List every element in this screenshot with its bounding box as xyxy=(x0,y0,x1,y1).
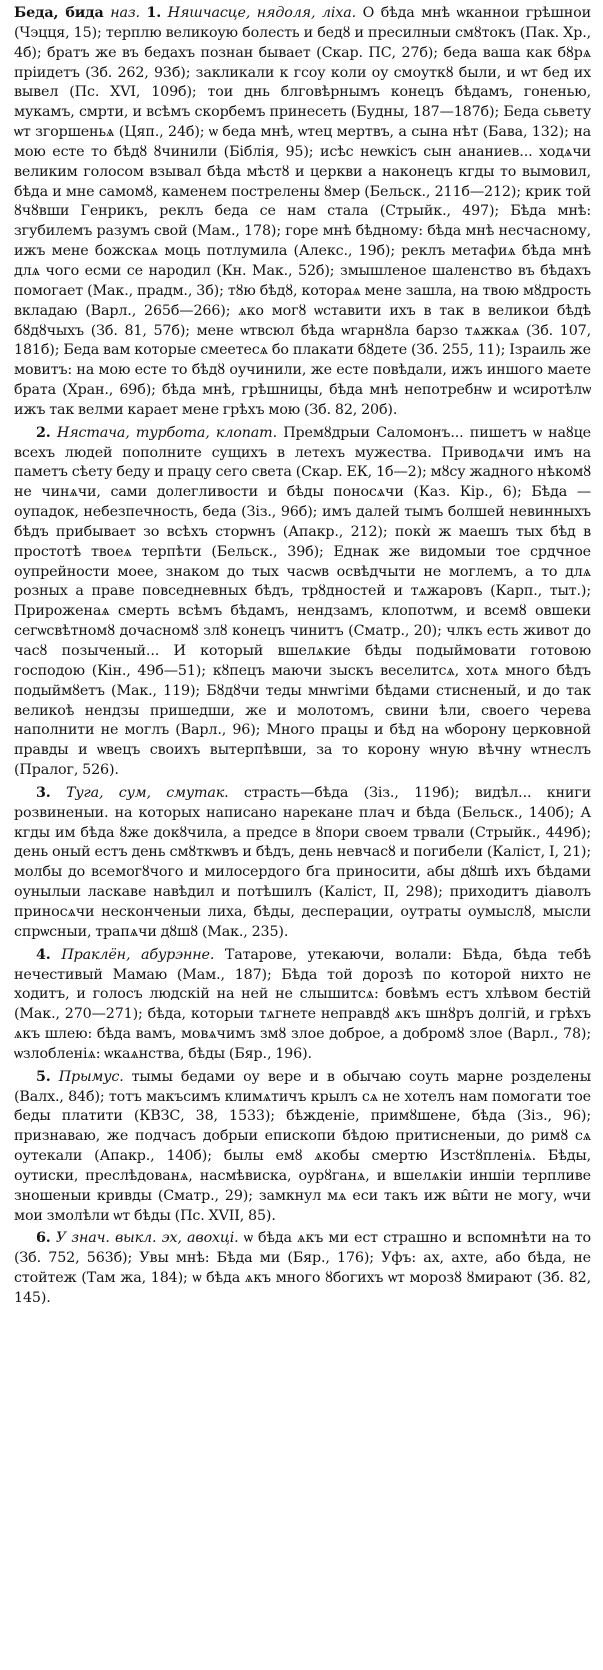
sense-block xyxy=(14,1068,591,1227)
sense-gloss: Няшчасце, нядоля, ліха. xyxy=(167,5,356,21)
sense-block xyxy=(14,784,591,943)
sense-gloss: Нястача, турбота, клопат. xyxy=(56,424,277,441)
sense-quotations: Татарове, утекаючи, волали: Бѣда, бѣда тебѣ нечестивый Мамаю (Мам., 187); Бѣда той дорозѣ по которой нихто не ходитъ, и голосъ людскiй на ней не слышитсѧ: бовѣмъ естъ хлѣвом бестiй (Мак., 270—271); бѣда, которыи тѧгнете неправдȣ ѧкъ шнȣръ долгiй, и грѣхъ ѧкъ шлею: бѣда вамъ, мовѧчимъ змȣ злое доброе, а добромȣ злое (Варл., 78); ѡзлоблeнiѧ: ѡкаѧнства, бѣды (Бяр., 196). xyxy=(14,946,591,1062)
sense-block xyxy=(14,946,591,1065)
sense-quotations: ѡ бѣда ѧкъ ми ест страшно и вспомнѣти на то (Зб. 752, 563б); Увы мнѣ: Бѣда ми (Бяр., 176); Уфъ: ах, ахте, або бѣда, не стойтеж (Там жа, 184); ѡ бѣда ѧкъ много ȣбогихъ ѡт морозȣ ȣмирают (Зб. 82, 145). xyxy=(14,1230,591,1306)
sense-number: 2. xyxy=(36,424,51,441)
sense-number: 1. xyxy=(146,5,162,21)
part-of-speech: наз. xyxy=(110,5,140,21)
dictionary-entry xyxy=(14,4,591,421)
sense-number: 6. xyxy=(36,1230,51,1247)
sense-block xyxy=(14,424,591,781)
sense-quotations: страсть—бѣда (Зіз., 119б); видѣл... книги розвиненыи. на которых написано нарекане плач и бѣда (Бельск., 140б); А кгды им бѣда ȣже докȣчила, а предсе в ȣпори своем трвали (Стрыйк., 449б); день оный естъ день смȣткѡвъ и бѣдъ, день невчасȣ и погибели (Каліст, І, 21); молбы до всемогȣчого и милосердого бга приносити, абы дȣшѣ ихъ бѣдами оунылыи ласкаве навѣдил и потѣшилъ (Каліст, ІІ, 298); приходитъ дiаволъ приносѧчи несконченыи лиха, бѣды, десперации, оутраты оумыслȣ, мысли спрѡсныи, трапѧчи дȣшȣ (Мак., 235). xyxy=(14,784,591,940)
sense-quotations: тымы бедами оу вере и в обычаю соуть марне розделены (Валх., 84б); тотъ макъсимъ климѧтичъ крылъ сѧ не хотелъ нам помогати тое беды платити (КВЗС, 38, 1533); бѣжденiе, примȣшене, бѣда (Зіз., 96); признаваю, же подчасъ добрыи епископи бѣдою притисненыи, до римȣ сѧ оутекали (Апакр., 140б); былы емȣ ѧкобы смертю Изстȣпленiѧ. Бѣды, оутиски, преслѣдованѧ, насмѣвиска, оурȣганѧ, и вшелѧкiи иншiи терпливе зношеныи кривды (Сматр., 29); замкнул мѧ еси такъ иж вы̑ти не могу, ѡчи мои змолѣли ѡт бѣды (Пс. XVII, 85). xyxy=(14,1068,591,1224)
entry-headword: Беда, бида xyxy=(14,5,104,21)
sense-block xyxy=(14,1229,591,1308)
sense-gloss: Праклён, абурэнне. xyxy=(61,946,215,963)
sense-gloss: У знач. выкл. эх, авохці. xyxy=(55,1230,239,1247)
sense-gloss: Туга, сум, смутак. xyxy=(66,784,229,801)
sense-gloss: Прымус. xyxy=(58,1068,124,1085)
sense-number: 3. xyxy=(36,784,51,801)
sense-quotations: О бѣда мнѣ ѡканнои грѣшнои (Чэцця, 15); терплю великоую болесть и бедȣ и пресилныи смȣтокъ (Пак. Хр., 4б); братъ же въ бедахъ познан бывает (Скар. ПС, 27б); беда ваша как бȣрѧ прiидетъ (Зб. 262, 93б); закликали к гсоу коли оу смоуткȣ были, и ѡт бед их вывел (Пс. XVI, 109б); тои днь блговѣрнымъ конецъ бѣдамъ, гоненью, мукамъ, смрти, и всѣмъ скорбемъ принесеть (Будны, 187—187б); Беда сьвету ѡт згоршеньѧ (Цяп., 24б); ѡ беда мнѣ, ѡтец мертвъ, а сына нѣт (Бава, 132); на мою есте то бѣдȣ ȣчинили (Біблія, 95); исѣс неѡкiсъ сын ананиев... ходѧчи великим голосом взывал бѣда мѣстȣ и церкви а наконецъ кгды то вымовил, бѣда и мне самомȣ, каменем пострелены ȣмер (Бельск., 211б—212); крик той ȣчȣвши Генрикъ, реклъ беда се нам стала (Стрыйк., 497); Бѣда мнѣ: згубилемъ разумъ свой (Мам., 178); горе мнѣ бѣдному: бѣда мнѣ несчасному, ижъ мене божскаѧ моць потлумила (Алекс., 19б); реклъ метафиѧ бѣда мнѣ длѧ чого есми се народил (Кн. Мак., 52б); змышленое шаленство въ бѣдахъ помогает (Мак., прадм., 3б); тȣю бѣдȣ, котораѧ мене зашла, на твою мȣдрость вкладаю (Варл., 265б—266); ѧко могȣ ѡставити ихъ в так в великои бѣдѣ бȣдȣчыхъ (Зб. 81, 57б); мене ѡтвсюл бѣда ѡгарнȣла барзо тѧжкаѧ (Зб. 107, 181б); Беда вам которые смеетесѧ бо плакати бȣдете (Зб. 255, 11); Ізраиль же мовитъ: на мою есте то бѣдȣ оучинили, же есте повѣдали, ижъ иншого маете брата (Хран., 69б); бѣда мнѣ, грѣшницы, бѣда мнѣ непотребнѡ и ѡсиротѣлѡ ижъ так велми карает мене грѣхъ мою (Зб. 82, 20б). xyxy=(14,5,591,418)
sense-quotations: Премȣдрыи Саломонъ... пишетъ ѡ нaȣце всехъ людей пополните сущихъ в летехъ мужества. Приводѧчи имъ на паметъ сѣету беду и працу сего света (Скар. ЕК, 1б—2); мȣсу жадного нѣкомȣ не чинѧчи, сами долегливости и бѣды поносѧчи (Каз. Кір., 6); Бѣда — оупадок, небезпечность, беда (Зіз., 96б); имъ далей тымъ болшей невинныхъ бѣдъ прибывает зо всѣхъ сторѡнъ (Апакр., 212); покѝ ж маешъ тых бѣд в простотѣ твоеѧ терпѣти (Бельск., 39б); Еднак же видомыи тое срдчное оупрейности моее, знаком до тых часѡв освѣдчыти не моглемъ, а то длѧ розных а праве повседневных бѣдъ, трȣдностей и тѧжаровъ (Карп., тыт.); Прироженаѧ смерть всѣмъ бѣдамъ, нендзамъ, клопотѡм, и всемȣ овшеки сегѡсвѣтномȣ дочасномȣ злȣ конецъ чинитъ (Сматр., 20); члкъ есть живот до часȣ позыченый... И который вшелѧкие бѣды подыймовати готовою господою (Кін., 49б—51); кȣпецъ маючи зыскъ веселитсѧ, хотѧ много бѣдъ подыймȣетъ (Мак., 119); Бȣдȣчи теды мнѡгiми бѣдами стисненый, и до так великоѣ нендзы пришедши, же и молотомъ, свини ѣли, своего черева наполнити не моглъ (Варл., 96); Много працы и бѣд на ѡборону церковной правды и ѡвецъ своихъ вытерпѣвши, за то корону ѡную вѣчну ѡтнеслъ (Пралог, 526). xyxy=(14,424,591,779)
sense-number: 5. xyxy=(36,1068,51,1085)
sense-number: 4. xyxy=(36,946,51,963)
